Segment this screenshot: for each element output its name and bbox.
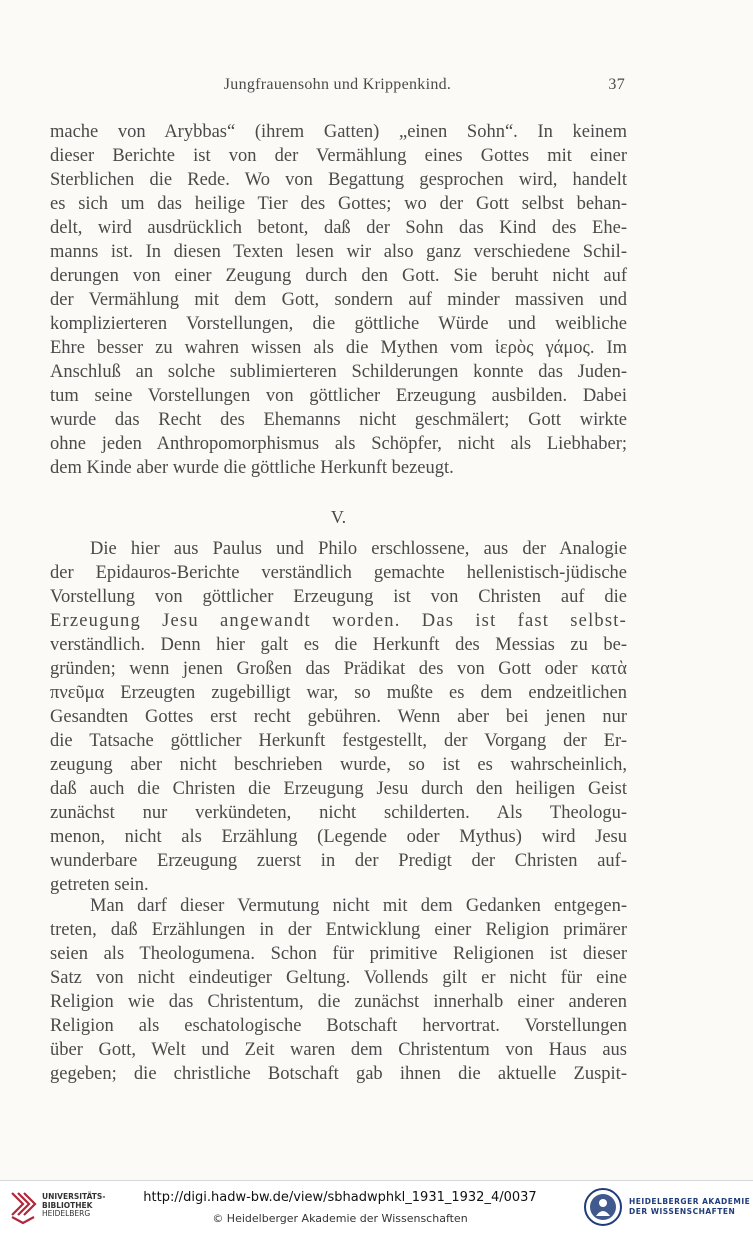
running-head — [50, 76, 625, 100]
text-line: menon, nicht als Erzählung (Legende oder Mythus) wird Jesu — [50, 827, 627, 847]
digitization-footer — [0, 1180, 753, 1234]
paragraph-3 — [50, 894, 627, 1086]
running-head-title: Jungfrauensohn und Krippenkind. — [223, 76, 452, 93]
page-number: 37 — [608, 76, 625, 93]
library-logo-icon — [8, 1189, 38, 1225]
text-line: manns ist. In diesen Texten lesen wir also ganz verschiedene Schil- — [50, 242, 627, 262]
text-line: seien als Theologumena. Schon für primitive Religionen ist dieser — [50, 944, 627, 964]
text-line: gegeben; die christliche Botschaft gab ihnen die aktuelle Zuspit- — [50, 1064, 627, 1084]
section-heading: V. — [330, 507, 347, 527]
text-line: verständlich. Denn hier galt es die Herkunft des Messias zu be- — [50, 635, 627, 655]
text-line: ohne jeden Anthropomorphismus als Schöpfer, nicht als Liebhaber; — [50, 434, 627, 454]
text-line: gründen; wenn jenen Großen das Prädikat des von Gott oder κατὰ — [50, 659, 627, 679]
text-line: delt, wird ausdrücklich betont, daß der Sohn das Kind des Ehe- — [50, 218, 627, 238]
text-line: Erzeugung Jesu angewandt worden. Das ist fast selbst- — [50, 611, 627, 631]
text-line: Satz von nicht eindeutiger Geltung. Vollends gilt er nicht für eine — [50, 968, 627, 988]
text-line: Sterblichen die Rede. Wo von Begattung gesprochen wird, handelt — [50, 170, 627, 190]
text-line: die Tatsache göttlicher Herkunft festgestellt, der Vorgang der Er- — [50, 731, 627, 751]
text-line: wurde das Recht des Ehemanns nicht geschmälert; Gott wirkte — [50, 410, 627, 430]
paragraph-2 — [50, 537, 627, 897]
text-line: zunächst nur verkündeten, nicht schilderten. Als Theologu- — [50, 803, 627, 823]
text-line: tum seine Vorstellungen von göttlicher Erzeugung ausbilden. Dabei — [50, 386, 627, 406]
text-line: Vorstellung von göttlicher Erzeugung ist von Christen auf die — [50, 587, 627, 607]
text-line: der Vermählung mit dem Gott, sondern auf minder massiven und — [50, 290, 627, 310]
academy-seal-icon — [583, 1187, 623, 1227]
text-line: πνεῦμα Erzeugten zugebilligt war, so mußte es dem endzeitlichen — [50, 683, 627, 703]
text-line: komplizierteren Vorstellungen, die göttliche Würde und weibliche — [50, 314, 627, 334]
text-line: Die hier aus Paulus und Philo erschlossene, aus der Analogie — [90, 539, 627, 559]
library-name-line: BIBLIOTHEK — [42, 1200, 93, 1210]
text-line: mache von Arybbas“ (ihrem Gatten) „einen Sohn“. In keinem — [50, 122, 627, 142]
library-name — [42, 1193, 105, 1219]
permalink-url[interactable]: http://digi.hadw-bw.de/view/sbhadwphkl_1931_1932_4/0037 — [143, 1190, 537, 1205]
academy-name — [629, 1197, 750, 1217]
paragraph-1 — [50, 120, 627, 480]
academy-name-line: DER WISSENSCHAFTEN — [629, 1207, 736, 1216]
text-line: daß auch die Christen die Erzeugung Jesu durch den heiligen Geist — [50, 779, 627, 799]
text-line: derungen von einer Zeugung durch den Gott. Sie beruht nicht auf — [50, 266, 627, 286]
text-line: wunderbare Erzeugung zuerst in der Predigt der Christen auf- — [50, 851, 627, 871]
text-line: treten, daß Erzählungen in der Entwicklung einer Religion primärer — [50, 920, 627, 940]
text-line: Religion wie das Christentum, die zunächst innerhalb einer anderen — [50, 992, 627, 1012]
library-name-line: UNIVERSITÄTS- — [42, 1192, 106, 1201]
text-line: es sich um das heilige Tier des Gottes; wo der Gott selbst behan- — [50, 194, 627, 214]
text-line: zeugung aber nicht beschrieben wurde, so ist es wahrscheinlich, — [50, 755, 627, 775]
text-line: dieser Berichte ist von der Vermählung eines Gottes mit einer — [50, 146, 627, 166]
text-line: Man darf dieser Vermutung nicht mit dem Gedanken entgegen- — [90, 896, 627, 916]
text-line: Anschluß an solche sublimierteren Schilderungen konnte das Juden- — [50, 362, 627, 382]
text-line: über Gott, Welt und Zeit waren dem Christentum von Haus aus — [50, 1040, 627, 1060]
text-line: der Epidauros-Berichte verständlich gemachte hellenistisch-jüdische — [50, 563, 627, 583]
academy-name-line: HEIDELBERGER AKADEMIE — [629, 1197, 751, 1206]
text-line: dem Kinde aber wurde die göttliche Herkunft bezeugt. — [50, 458, 454, 478]
text-line: Gesandten Gottes erst recht gebühren. Wenn aber bei jenen nur — [50, 707, 627, 727]
text-line: getreten sein. — [50, 875, 149, 895]
copyright-notice: © Heidelberger Akademie der Wissenschaften — [212, 1212, 468, 1225]
text-line: Religion als eschatologische Botschaft hervortrat. Vorstellungen — [50, 1016, 627, 1036]
text-line: Ehre besser zu wahren wissen als die Mythen vom ἱερὸς γάμος. Im — [50, 338, 627, 358]
library-name-line: HEIDELBERG — [42, 1209, 91, 1218]
